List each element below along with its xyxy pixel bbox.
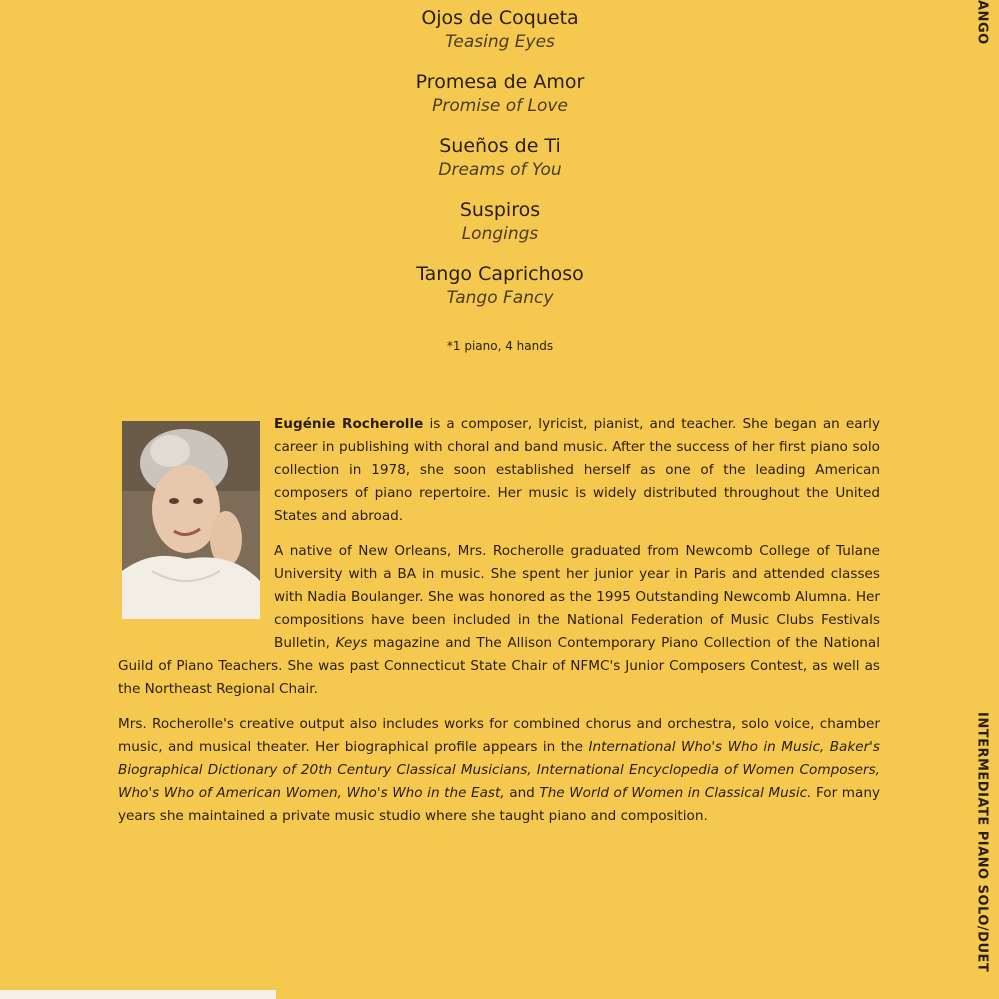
piece-subtitle: Longings	[461, 224, 539, 244]
piece-subtitle: Dreams of You	[438, 160, 562, 180]
piece-list	[300, 6, 700, 326]
piece-item	[300, 198, 700, 246]
piece-item	[300, 6, 700, 54]
piece-subtitle: Tango Fancy	[446, 288, 554, 308]
composer-name: Eugénie Rocherolle	[274, 416, 424, 432]
bottom-edge-strip	[0, 990, 276, 999]
piece-item	[300, 262, 700, 310]
bio-paragraph-1: Eugénie Rocherolle is a composer, lyricist, pianist, and teacher. She began an early career in publishing with choral and band music. After the success of her first piano solo collection in 1978, she soon established herself as one of the leading American composers of piano repertoire. Her music is widely distributed throughout the United States and abroad.	[274, 416, 881, 524]
piece-item	[300, 70, 700, 118]
bio-paragraph-2: A native of New Orleans, Mrs. Rocherolle graduated from Newcomb College of Tulane University with a BA in music. She spent her junior year in Paris and attended classes with Nadia Boulanger. She was honored as the 1995 Outstanding Newcomb Alumna. Her compositions have been included in the National Federation of Music Clubs Festivals Bulletin, Keys magazine and The Allison Contemporary Piano Collection of the National Guild of Piano Teachers. She was past Connecticut State Chair of NFMC's Junior Composers Contest, as well as the Northeast Regional Chair.	[118, 543, 880, 697]
piece-title: Suspiros	[459, 199, 541, 221]
composer-biography	[118, 413, 880, 840]
piano-hands-note: *1 piano, 4 hands	[446, 339, 554, 353]
piece-item	[300, 134, 700, 182]
spine-title-top: ANGO	[974, 0, 990, 45]
piece-title: Tango Caprichoso	[416, 263, 584, 285]
spine-series-label: INTERMEDIATE PIANO SOLO/DUET	[974, 712, 990, 973]
piece-title: Ojos de Coqueta	[421, 7, 579, 29]
piece-title: Promesa de Amor	[415, 71, 585, 93]
piece-subtitle: Promise of Love	[432, 96, 568, 116]
bio-paragraph-3: Mrs. Rocherolle's creative output also includes works for combined chorus and orchestra, solo voice, chamber music, and musical theater. Her biographical profile appears in the International Who's Who in Music, Baker's Biographical Dictionary of 20th Century Classical Musicians, International Encyclopedia of Women Composers, Who's Who of American Women, Who's Who in the East, and The World of Women in Classical Music. For many years she maintained a private music studio where she taught piano and composition.	[118, 716, 881, 824]
piece-subtitle: Teasing Eyes	[445, 32, 555, 52]
piece-title: Sueños de Ti	[439, 135, 561, 157]
